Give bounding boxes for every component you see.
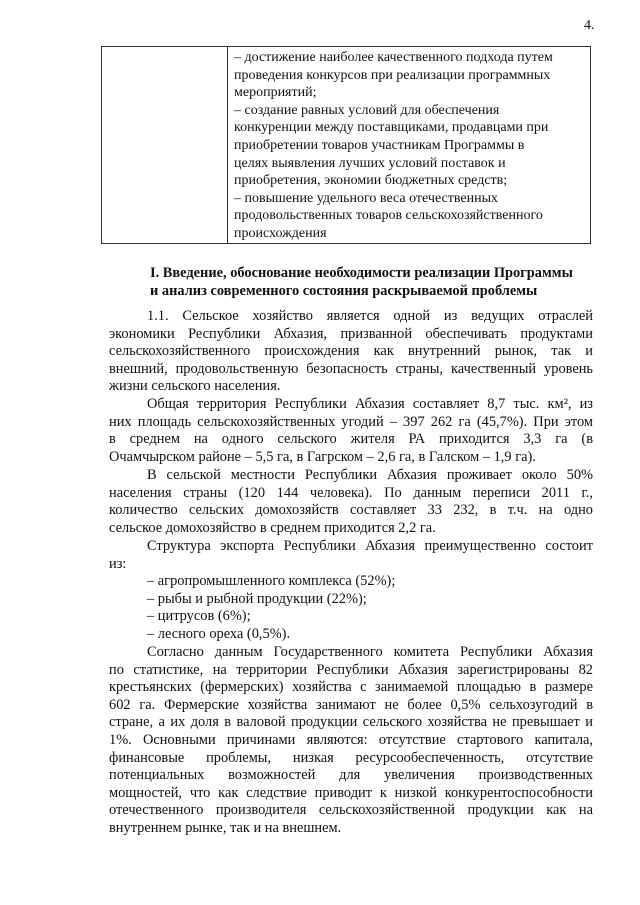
text-line: них площадь сельскохозяйственных угодий – 397 262 га (45,7%). При этом (109, 413, 593, 430)
paragraph-territory (109, 396, 593, 466)
text-line: сельское домохозяйство в среднем приходится 2,2 га. (109, 519, 436, 536)
text-line: Общая территория Республики Абхазия составляет 8,7 тыс. км², из (147, 396, 593, 412)
paragraph-export-structure (109, 538, 593, 573)
text-line: отечественного производителя сельскохозяйственной продукции как на (109, 802, 593, 819)
list-item: – агропромышленного комплекса (52%); (147, 573, 396, 589)
text-line: 602 га. Фермерские хозяйства занимают не более 0,5% сельхозугодий в (109, 696, 593, 713)
table-cell-line: – достижение наиболее качественного подхода путем (234, 50, 553, 65)
section-heading-line: I. Введение, обоснование необходимости реализации Программы (150, 265, 573, 281)
table-cell-line: происхождения (234, 225, 327, 241)
text-line: по статистике, на территории Республики Абхазия зарегистрированы 82 (109, 661, 593, 678)
program-table-fragment (101, 46, 591, 244)
table-cell-left (102, 47, 228, 244)
paragraph-1-1 (109, 308, 593, 396)
paragraph-rural-population (109, 467, 593, 537)
list-item: – цитрусов (6%); (147, 608, 251, 625)
text-line: мощностей, что как следствие приводит к низкой конкурентоспособности (109, 784, 593, 801)
table-cell-right (228, 47, 591, 244)
section-heading (150, 264, 600, 300)
text-line: Очамчырском районе – 5,5 га, в Гагрском – 2,6 га, в Галском – 1,9 га). (109, 448, 536, 465)
table-cell-line: приобретения, экономии бюджетных средств; (234, 173, 508, 189)
paragraph-farms (109, 644, 593, 838)
table-cell-line: продовольственных товаров сельскохозяйственного (234, 208, 543, 224)
text-line: в среднем на одного сельского жителя РА приходится 3,3 га (в (109, 431, 593, 448)
text-line: крестьянских (фермерских) хозяйства с занимаемой площадью в размере (109, 679, 593, 696)
export-list (109, 573, 593, 643)
text-line: Согласно данным Государственного комитета Республики Абхазия (147, 644, 593, 660)
text-line: количество сельских домохозяйств составляет 33 232, в т.ч. на одно (109, 502, 593, 519)
text-line: населения страны (120 144 человека). По данным переписи 2011 г., (109, 484, 593, 501)
table-cell-line: приобретении товаров участникам Программы в (234, 137, 525, 153)
text-line: финансовые проблемы, низкая ресурсообеспеченность, отсутствие (109, 749, 593, 766)
table-cell-line: – создание равных условий для обеспечения (234, 102, 500, 118)
table-cell-line: целях выявления лучших условий поставок и (234, 155, 506, 171)
text-line: стране, а их доля в валовой продукции сельского хозяйства не превышает и (109, 714, 593, 731)
text-line: жизни сельского населения. (109, 378, 281, 395)
list-item: – лесного ореха (0,5%). (147, 625, 291, 642)
text-line: потенциальных возможностей для увеличения производственных (109, 767, 593, 784)
table-cell-line: – повышение удельного веса отечественных (234, 190, 498, 206)
text-line: из: (109, 555, 127, 572)
text-line: 1.1. Сельское хозяйство является одной из ведущих отраслей (147, 308, 593, 324)
text-line: сельскохозяйственного происхождения как внутренний рынок, так и (109, 343, 593, 360)
section-heading-line: и анализ современного состояния раскрываемой проблемы (150, 283, 538, 299)
table-cell-line: конкуренции между поставщиками, продавцами при (234, 120, 549, 136)
text-line: внутреннем рынке, так и на внешнем. (109, 819, 342, 836)
table-cell-line: проведения конкурсов при реализации программных (234, 67, 551, 83)
text-line: В сельской местности Республики Абхазия проживает около 50% (147, 467, 593, 483)
table-cell-line: мероприятий; (234, 85, 317, 101)
text-line: внешний, продовольственную безопасность страны, качественный уровень (109, 360, 593, 377)
text-line: экономики Республики Абхазия, призванной обеспечивать продуктами (109, 325, 593, 342)
page-number: 4. (584, 18, 595, 33)
list-item: – рыбы и рыбной продукции (22%); (147, 590, 367, 607)
text-line: 1%. Основными причинами являются: отсутствие стартового капитала, (109, 731, 593, 748)
text-line: Структура экспорта Республики Абхазия преимущественно состоит (147, 538, 593, 554)
